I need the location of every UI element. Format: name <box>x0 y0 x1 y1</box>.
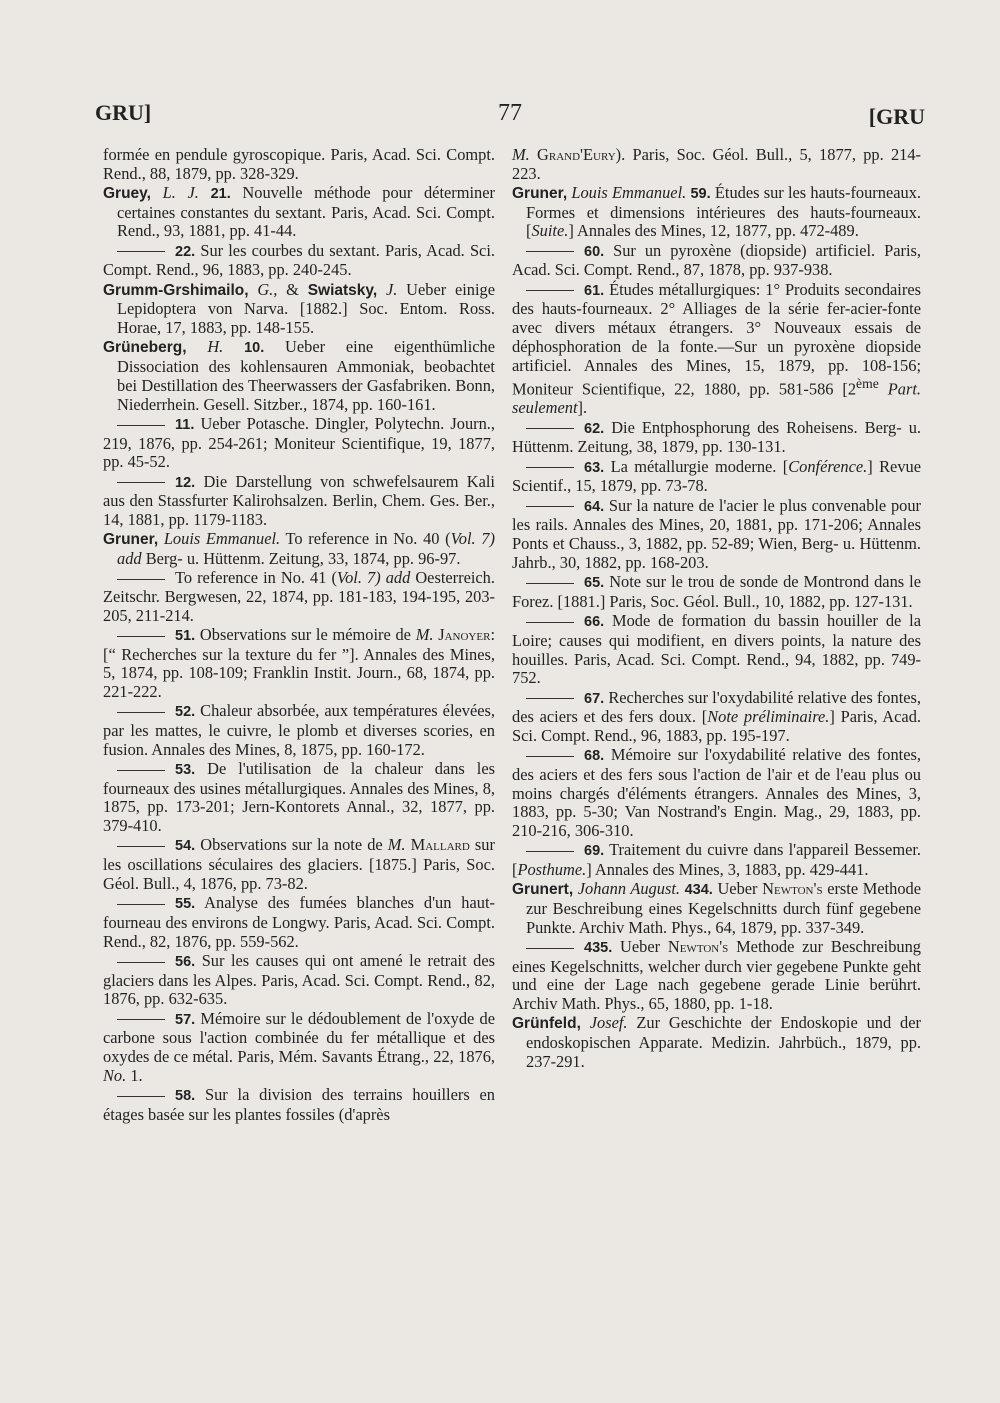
entry-gruner-65: 65. Note sur le trou de sonde de Montrond dans le Forez. [1881.] Paris, Soc. Géol. Bull., 10, 1882, pp. 127-131. <box>512 572 921 611</box>
entry-gruner-63: 63. La métallurgie moderne. [Conférence.] Revue Scientif., 15, 1879, pp. 73-78. <box>512 456 921 496</box>
entry-gruner-61: 61. Études métallurgiques: 1° Produits secondaires des hauts-fourneaux. 2° Alliages de la série fer-acier-fonte avec divers métaux étrangers. 3° Nouveaux essais de déphosphoration de la fonte.—Sur un pyroxène diopside artificiel. Annales des Mines, 15, 1879, pp. 108-156; Moniteur Scientifique, 22, 1880, pp. 581-586 [2ème Part. seulement]. <box>512 279 921 418</box>
entry-gruner-51: 51. Observations sur le mémoire de M. Janoyer: [“ Recherches sur la texture du fer ”]. Annales des Mines, 5, 1874, pp. 108-109; Franklin Instit. Journ., 68, 1874, pp. 221-222. <box>103 624 495 702</box>
entry-grunfeld: Grünfeld, Josef. Zur Geschichte der Endoskopie und der endoskopischen Apparate. Medizin. Jahrbüch., 1879, pp. 237-291. <box>512 1013 921 1071</box>
entry-continuation: M. Grand'Eury). Paris, Soc. Géol. Bull., 5, 1877, pp. 214-223. <box>512 145 921 183</box>
entry-gruey-22: 22. Sur les courbes du sextant. Paris, Acad. Sci. Compt. Rend., 96, 1883, pp. 240-245. <box>103 240 495 280</box>
author-name: Grunert, <box>512 881 574 899</box>
author-name: Gruner, <box>103 531 159 549</box>
entry-gruner-56: 56. Sur les causes qui ont amené le retrait des glaciers dans les Alpes. Paris, Acad. Sci. Compt. Rend., 82, 1876, pp. 632-635. <box>103 950 495 1009</box>
author-name: Gruner, <box>512 185 568 202</box>
author-name: Grumm-Grshimailo, <box>103 281 249 299</box>
entry-grumm: Grumm-Grshimailo, G., & Swiatsky, J. Ueber einige Lepidoptera von Narva. [1882.] Soc. Entom. Ross. Horae, 17, 1883, pp. 148-155. <box>103 279 496 338</box>
entry-gruneberg-12: 12. Die Darstellung von schwefelsaurem Kali aus den Stassfurter Kalirohsalzen. Berlin, Chem. Ges. Ber., 14, 1881, pp. 1179-1183. <box>103 471 495 529</box>
entry-grunert-435: 435. Ueber Newton's Methode zur Beschreibung eines Kegelschnitts, welcher durch vier gegebene Punkte geht und eine der Lage nach gegebene gerade Linie berührt. Archiv Math. Phys., 65, 1880, pp. 1-18. <box>512 937 921 1014</box>
entry-gruner-55: 55. Analyse des fumées blanches d'un haut-fourneau des environs de Longwy. Paris, Acad. Sci. Compt. Rend., 82, 1876, pp. 559-562. <box>103 893 495 951</box>
entry-gruner-64: 64. Sur la nature de l'acier le plus convenable pour les rails. Annales des Mines, 20, 1881, pp. 171-206; Annales Ponts et Chauss., 3, 1882, pp. 52-89; Wien, Berg- u. Hüttenm. Jahrb., 30, 1882, pp. 168-203. <box>512 495 921 572</box>
entry-gruner-57: 57. Mémoire sur le dédoublement de l'oxyde de carbone sous l'action combinée du fer métallique et des oxydes de ce métal. Paris, Mém. Savants Étrang., 22, 1876, No. 1. <box>103 1008 495 1085</box>
entry-gruner-67: 67. Recherches sur l'oxydabilité relative des fontes, des aciers et des fers doux. [Note préliminaire.] Paris, Acad. Sci. Compt. Rend., 96, 1883, pp. 195-197. <box>512 687 921 745</box>
entry-gruner-66: 66. Mode de formation du bassin houiller de la Loire; causes qui modifient, en divers points, la nature des houilles. Paris, Acad. Sci. Compt. Rend., 94, 1882, pp. 749-752. <box>512 611 921 688</box>
entry-gruner-60: 60. Sur un pyroxène (diopside) artificiel. Paris, Acad. Sci. Compt. Rend., 87, 1878, pp. 937-938. <box>512 240 921 280</box>
entry-gruneberg-10: Grüneberg, H. 10. Ueber eine eigenthümliche Dissociation des kohlensauren Ammoniak, beobachtet bei Destillation des Theerwassers der Gasfabriken. Bonn, Niederrhein. Gesell. Sitzber., 1874, pp. 160-161. <box>103 337 495 414</box>
entry-gruey-21: Gruey, L. J. 21. Nouvelle méthode pour déterminer certaines constantes du sextant. Paris, Acad. Sci. Compt. Rend., 93, 1881, pp. 41-44. <box>103 183 495 241</box>
entry-gruner-54: 54. Observations sur la note de M. Mallard sur les oscillations séculaires des glaciers. [1875.] Paris, Soc. Géol. Bull., 4, 1876, pp. 73-82. <box>103 835 495 893</box>
author-name: Grünfeld, <box>512 1015 581 1033</box>
right-column <box>512 146 921 1072</box>
entry-gruner-62: 62. Die Entphosphorung des Roheisens. Berg- u. Hüttenm. Zeitung, 38, 1879, pp. 130-131. <box>512 417 921 457</box>
entry-gruner-ref40: Gruner, Louis Emmanuel. To reference in No. 40 (Vol. 7) add Berg- u. Hüttenm. Zeitung, 33, 1874, pp. 96-97. <box>103 529 495 568</box>
entry-gruner-68: 68. Mémoire sur l'oxydabilité relative des fontes, des aciers et des fers sous l'action de l'air et de l'eau plus ou moins chargés d'éléments étrangers. Annales des Mines, 3, 1883, pp. 5-30; Van Nostrand's Engin. Mag., 29, 1883, pp. 210-216, 306-310. <box>512 745 921 841</box>
author-name: Gruey, <box>103 185 151 202</box>
page-number: 77 <box>498 100 522 126</box>
entry-gruner-52: 52. Chaleur absorbée, aux températures élevées, par les mattes, le cuivre, le plomb et diverses scories, en fusion. Annales des Mines, 8, 1875, pp. 160-172. <box>103 701 495 759</box>
running-head <box>95 100 925 130</box>
entry-gruneberg-11: 11. Ueber Potasche. Dingler, Polytechn. Journ., 219, 1876, pp. 254-261; Moniteur Scientifique, 19, 1877, pp. 45-52. <box>103 413 495 472</box>
entry-gruner-ref41: To reference in No. 41 (Vol. 7) add Oesterreich. Zeitschr. Bergwesen, 22, 1874, pp. 181-183, 194-195, 203-205, 211-214. <box>103 568 495 625</box>
entry-continuation: formée en pendule gyroscopique. Paris, Acad. Sci. Compt. Rend., 88, 1879, pp. 328-329. <box>103 145 495 183</box>
entry-gruner-58: 58. Sur la division des terrains houillers en étages basée sur les plantes fossiles (d'après <box>103 1084 495 1124</box>
entry-grunert-434: Grunert, Johann August. 434. Ueber Newton's erste Methode zur Beschreibung eines Kegelschnitts durch fünf gegebene Punkte. Archiv Math. Phys., 64, 1879, pp. 337-349. <box>512 879 922 937</box>
running-head-left: GRU] <box>95 100 152 125</box>
entry-gruner-69: 69. Traitement du cuivre dans l'appareil Bessemer. [Posthume.] Annales des Mines, 3, 1883, pp. 429-441. <box>512 840 921 880</box>
running-head-right: [GRU <box>868 104 925 129</box>
entry-gruner-53: 53. De l'utilisation de la chaleur dans les fourneaux des usines métallurgiques. Annales des Mines, 8, 1875, pp. 173-201; Jern-Kontorets Annal., 32, 1877, pp. 379-410. <box>103 759 495 836</box>
author-name: Grüneberg, <box>103 339 187 357</box>
entry-gruner-59: Gruner, Louis Emmanuel. 59. Études sur les hauts-fourneaux. Formes et dimensions intérieures des hauts-fourneaux. [Suite.] Annales des Mines, 12, 1877, pp. 472-489. <box>512 183 921 241</box>
left-column <box>103 146 495 1125</box>
